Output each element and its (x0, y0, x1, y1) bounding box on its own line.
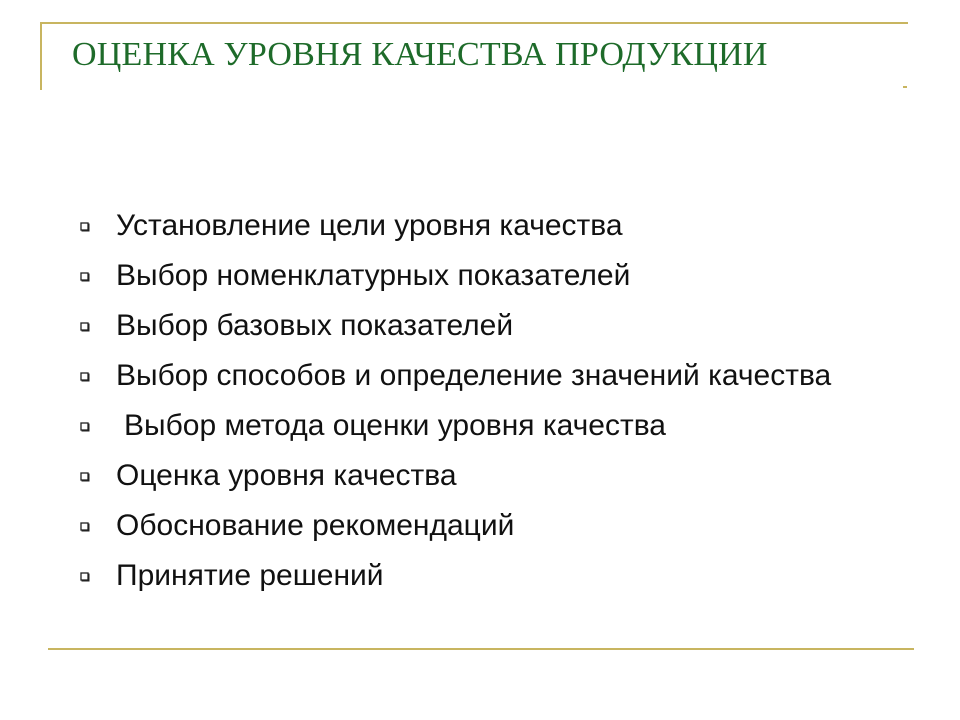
square-bullet-icon (80, 322, 90, 332)
list-item (78, 406, 908, 446)
list-item (78, 356, 908, 396)
slide-title: ОЦЕНКА УРОВНЯ КАЧЕСТВА ПРОДУКЦИИ (72, 36, 768, 73)
square-bullet-icon (80, 272, 90, 282)
bottom-divider (48, 648, 914, 650)
square-bullet-icon (80, 222, 90, 232)
list-item-text: Обоснование рекомендаций (116, 509, 515, 542)
list-item (78, 256, 908, 296)
list-item-text: Оценка уровня качества (116, 459, 457, 492)
list-item (78, 506, 908, 546)
list-item-text: Выбор базовых показателей (116, 309, 514, 342)
list-item-text: Выбор метода оценки уровня качества (124, 409, 666, 442)
list-item (78, 556, 908, 596)
bullet-list (78, 206, 908, 606)
list-item-text: Принятие решений (116, 559, 384, 592)
square-bullet-icon (80, 572, 90, 582)
list-item (78, 456, 908, 496)
list-item (78, 306, 908, 346)
list-item (78, 206, 908, 246)
square-bullet-icon (80, 522, 90, 532)
square-bullet-icon (80, 372, 90, 382)
list-item-text: Выбор номенклатурных показателей (116, 259, 631, 292)
square-bullet-icon (80, 422, 90, 432)
list-item-text: Установление цели уровня качества (116, 209, 623, 242)
list-item-text: Выбор способов и определение значений качества (116, 359, 832, 392)
title-frame-tick (903, 86, 907, 88)
square-bullet-icon (80, 472, 90, 482)
